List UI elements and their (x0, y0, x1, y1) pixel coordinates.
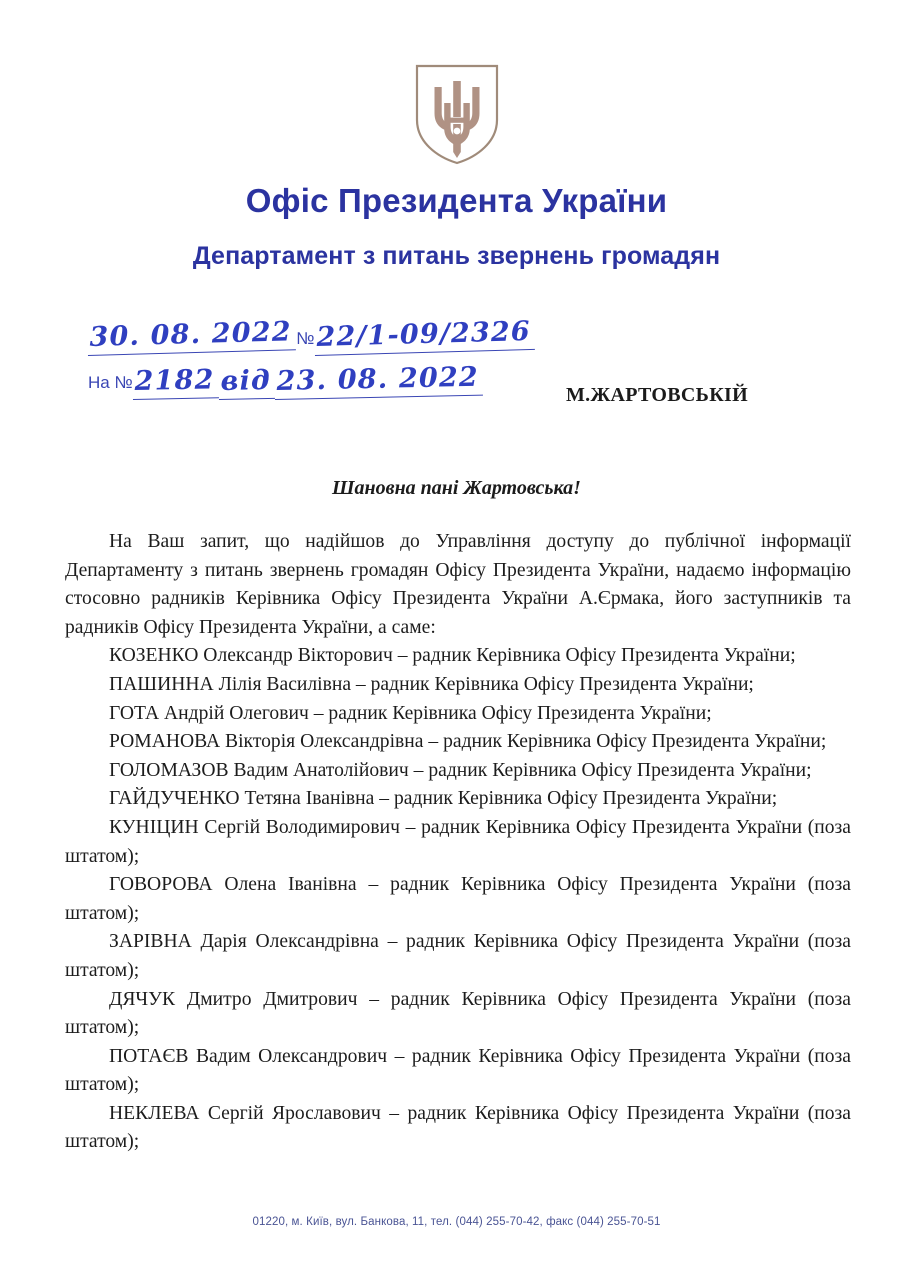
reply-date-prefix-handwritten: від (218, 366, 275, 400)
body-paragraph: ГОТА Андрій Олегович – радник Керівника Офісу Президента України; (109, 702, 712, 724)
reference-outgoing-line (88, 312, 531, 356)
body-paragraph: На Ваш запит, що надійшов до Управління доступу до публічної інформації Департаменту з питань звернень громадян Офісу Президента України, надаємо інформацію стосовно радників Керівника Офісу Президента України А.Єрмака, його заступників та радників Офісу Президента України, а саме: (65, 531, 851, 638)
body-paragraph: ПАШИННА Лілія Василівна – радник Керівника Офісу Президента України; (109, 673, 754, 695)
reply-date-handwritten: 23. 08. 2022 (274, 363, 483, 400)
reply-to-label: На № (88, 373, 133, 392)
body-paragraph: ГОЛОМАЗОВ Вадим Анатолійович – радник Керівника Офісу Президента України; (109, 759, 812, 781)
footer-contact-info: 01220, м. Київ, вул. Банкова, 11, тел. (044) 255-70-42, факс (044) 255-70-51 (252, 1216, 661, 1228)
body-paragraph: ПОТАЄВ Вадим Олександрович – радник Керівника Офісу Президента України (поза штатом); (65, 1045, 851, 1096)
body-paragraph: КОЗЕНКО Олександр Вікторович – радник Керівника Офісу Президента України; (109, 645, 796, 667)
salutation: Шановна пані Жартовська! (332, 477, 581, 499)
body-paragraph: ГОВОРОВА Олена Іванівна – радник Керівника Офісу Президента України (поза штатом); (65, 874, 851, 924)
body-paragraph: ЗАРІВНА Дарія Олександрівна – радник Керівника Офісу Президента України (поза штатом); (65, 931, 851, 981)
outgoing-number-handwritten: 22/1-09/2326 (314, 318, 535, 356)
emblem-container (0, 62, 913, 167)
body-paragraph: ГАЙДУЧЕНКО Тетяна Іванівна – радник Керівника Офісу Президента України; (109, 788, 778, 810)
page-subtitle-department: Департамент з питань звернень громадян (192, 242, 721, 270)
reference-block (88, 312, 531, 400)
body-paragraph: НЕКЛЕВА Сергій Ярославович – радник Керівника Офісу Президента України (поза штатом); (65, 1102, 851, 1153)
ukrainian-trident-coat-of-arms-icon (411, 62, 503, 167)
outgoing-date-handwritten: 30. 08. 2022 (87, 318, 296, 356)
page-title-organization: Офіс Президента України (245, 182, 668, 219)
letter-body (65, 528, 851, 1157)
reply-number-handwritten: 2182 (132, 366, 219, 400)
body-paragraph: КУНІЦИН Сергій Володимирович – радник Керівника Офісу Президента України (поза штатом); (65, 816, 851, 867)
reference-incoming-line (88, 356, 488, 400)
addressee-name: М.ЖАРТОВСЬКІЙ (566, 384, 748, 406)
number-label: № (296, 329, 315, 348)
body-paragraph: РОМАНОВА Вікторія Олександрівна – радник Керівника Офісу Президента України; (109, 731, 827, 753)
body-paragraph: ДЯЧУК Дмитро Дмитрович – радник Керівника Офісу Президента України (поза штатом); (65, 988, 851, 1039)
